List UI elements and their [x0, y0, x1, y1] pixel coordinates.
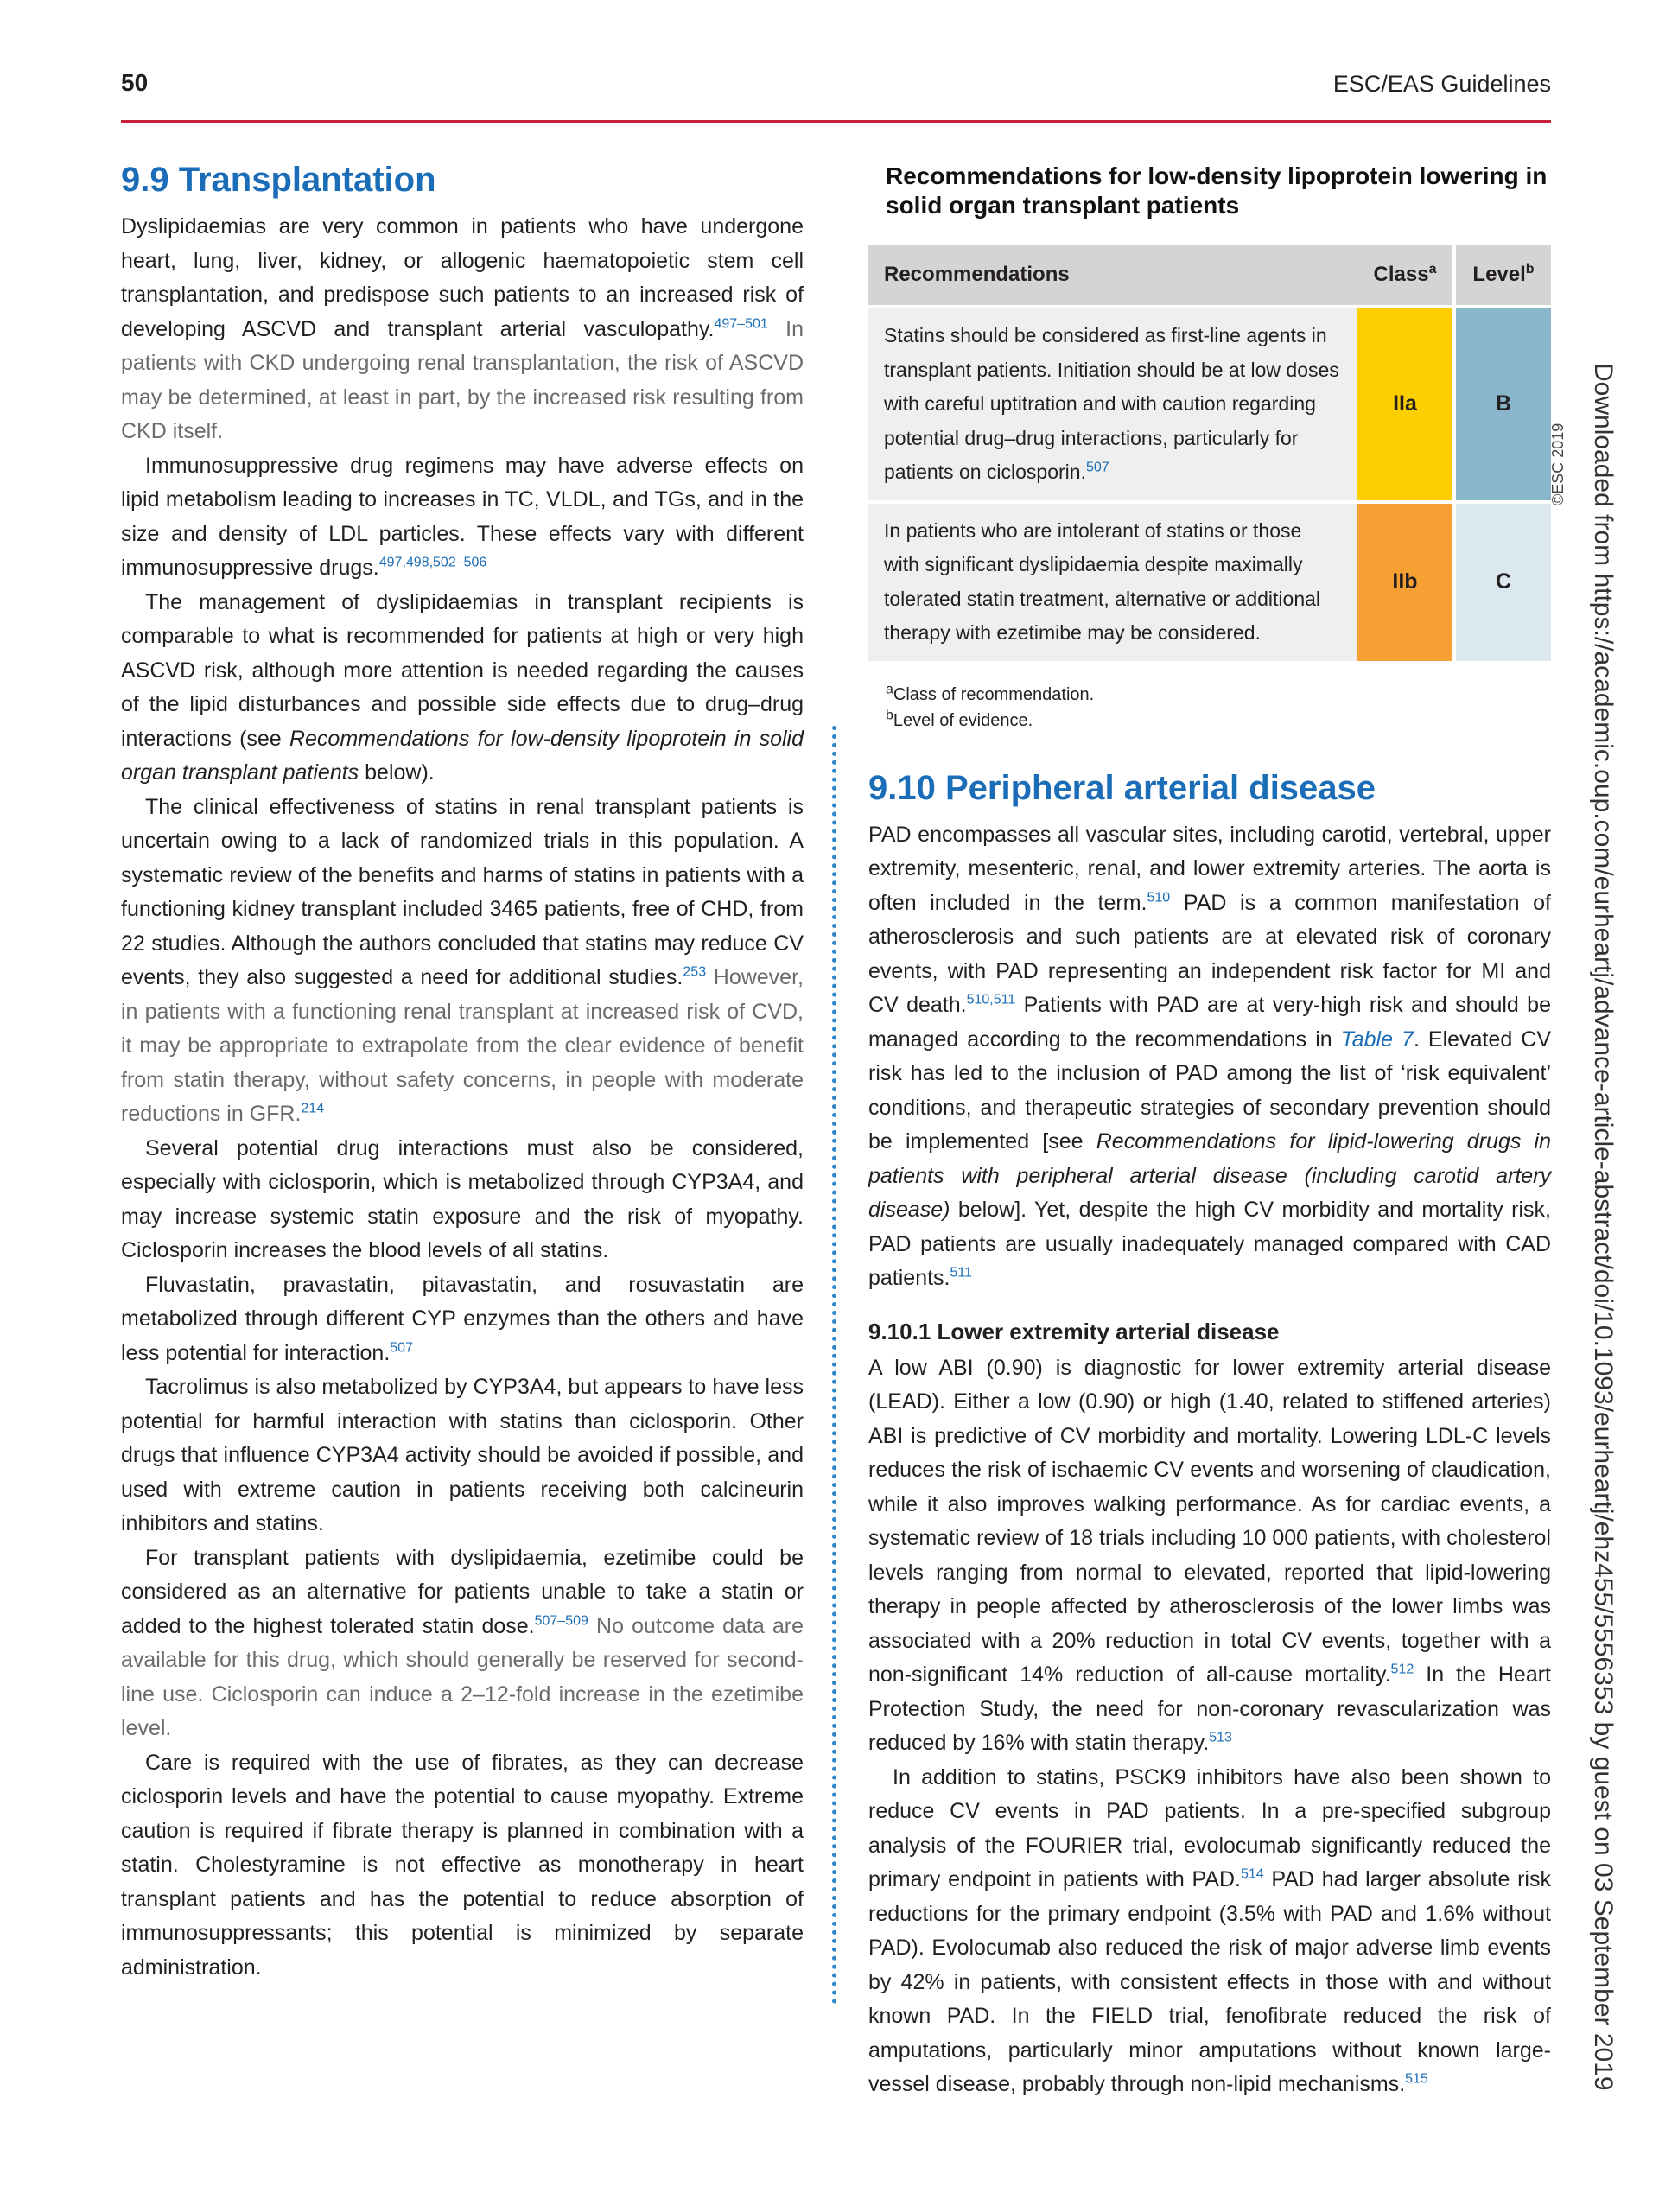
page-number: 50 — [121, 69, 149, 96]
table-link[interactable]: Table 7 — [1340, 1027, 1414, 1052]
text: Fluvastatin, pravastatin, pitavastatin, and rosuvastatin are metabolized through different CYP enzymes than the others and have less potential for interaction. — [121, 1272, 804, 1365]
paragraph — [121, 210, 804, 449]
paragraph: PAD encompasses all vascular sites, including carotid, vertebral, upper extremity, mesenteric, renal, and lower extremity arteries. The aorta is often included in the term.$^{510}$ PAD is a common manifestation of atherosclerosis and such patients are at elevated risk of coronary events, with PAD representing an independent risk factor for MI and CV death.$^{510,511}$ Patients with PAD are at very-high risk and should be managed according to the recommendations in Table 7. Elevated CV risk has led to the inclusion of PAD among the list of ‘risk equivalent’ conditions, and therapeutic strategies of secondary prevention should be implemented [see Recommendations for lipid-lowering drugs in patients with peripheral arterial disease (including carotid artery disease) below]. Yet, despite the high CV morbidity and mortality risk, PAD patients are usually inadequately managed compared with CAD patients.$^{511}$ — [868, 822, 1552, 1290]
text: The clinical effectiveness of statins in renal transplant patients is uncertain owing to a lack of randomized trials in this population. A systematic review of the benefits and harms of statins in patients with a functioning kidney transplant included 3465 patients, free of CHD, from 22 studies. Although the authors concluded that statins may reduce CV events, they also suggested a need for additional studies. — [121, 794, 804, 989]
citation-link[interactable]: 510,511 — [966, 992, 1016, 1007]
col-header-level: Level$^b$ — [1454, 245, 1551, 305]
text: Care is required with the use of fibrates, as they can decrease ciclosporin levels and have the potential to cause myopathy. Extreme caution is required if fibrate therapy is planned in combination with a statin. Cholestyramine is not effective as monotherapy in heart transplant patients and has the potential to reduce absorption of immunosuppressants; this potential is minimized by separate administration. — [121, 1750, 804, 1980]
recommendation-text: Statins should be considered as first-line agents in transplant patients. Initiation should be at low doses with careful uptitration and with caution regarding potential drug–drug interactions, particularly for patients on ciclosporin.$^{507}$ — [868, 308, 1357, 500]
citation-link[interactable]: 497,498,502–506 — [378, 555, 487, 570]
text: below). — [359, 760, 435, 785]
subsection-heading: 9.10.1 Lower extremity arterial disease — [868, 1318, 1280, 1344]
citation-link[interactable]: 512 — [1390, 1662, 1414, 1677]
column-divider — [832, 726, 836, 2005]
text: Several potential drug interactions must also be considered, especially with ciclosporin, which is metabolized through CYP3A4, and may increase systemic statin exposure and the risk of myopathy. Ciclosporin increases the blood levels of all statins. — [121, 1135, 804, 1262]
table-row — [868, 504, 1551, 661]
citation-link[interactable]: 253 — [683, 964, 707, 980]
paragraph — [121, 586, 804, 791]
citation-link[interactable]: 511 — [950, 1265, 973, 1281]
recommendation-text: In patients who are intolerant of statins or those with significant dyslipidaemia despite maximally tolerated statin treatment, alternative or additional therapy with ezetimibe may be considered. — [868, 504, 1357, 661]
text: Immunosuppressive drug regimens may have adverse effects on lipid metabolism leading to increases in TC, VLDL, and TGs, and in the size and density of LDL particles. These effects vary with different immunosuppressive drugs. — [121, 453, 804, 580]
citation-link[interactable]: 214 — [301, 1101, 325, 1116]
level-badge: B — [1454, 308, 1551, 500]
paragraph — [121, 1370, 804, 1541]
paragraph — [121, 1132, 804, 1268]
col-header-class: Class$^a$ — [1357, 245, 1454, 305]
paragraph — [121, 1746, 804, 1986]
running-header: ESC/EAS Guidelines — [1332, 71, 1551, 97]
paragraph — [121, 449, 804, 586]
text: No outcome data are available for this drug, which should generally be reserved for second-line use. Ciclosporin can induce a 2–12-fold increase in the ezetimibe level. — [121, 1613, 804, 1740]
class-badge: IIa — [1357, 308, 1454, 500]
text: Tacrolimus is also metabolized by CYP3A4, but appears to have less potential for harmful interaction with statins than ciclosporin. Other drugs that influence CYP3A4 activity should be avoided if possible, and used with extreme caution in patients receiving both calcineurin inhibitors and statins. — [121, 1375, 804, 1535]
citation-link[interactable]: 507 — [390, 1340, 413, 1356]
paragraph — [121, 791, 804, 1132]
right-column — [868, 160, 1551, 2102]
section-heading-pad: 9.10 Peripheral arterial disease — [868, 768, 1376, 807]
table-row — [868, 308, 1551, 500]
citation-link[interactable]: 507 — [1085, 460, 1109, 475]
col-header-recommendations: Recommendations — [868, 245, 1357, 305]
cross-reference: Recommendations for lipid-lowering drugs in patients with peripheral arterial disease (including carotid artery disease) — [868, 1129, 1551, 1222]
text: The management of dyslipidaemias in transplant recipients is comparable to what is recommended for patients at high or very high ASCVD risk, although more attention is needed regarding the causes of the lipid disturbances and possible side effects due to drug–drug interactions (see — [121, 589, 804, 751]
text: However, in patients with a functioning renal transplant at increased risk of CVD, it may be appropriate to extrapolate from the clear evidence of benefit from statin therapy, without safety concerns, in people with moderate reductions in GFR. — [121, 965, 804, 1126]
citation-link[interactable]: 513 — [1209, 1730, 1232, 1745]
class-badge: IIb — [1357, 504, 1454, 661]
table-footnotes — [886, 682, 1551, 734]
section-heading-transplantation: 9.9 Transplantation — [121, 161, 436, 199]
footnote: $^a$Class of recommendation. — [886, 681, 1095, 704]
citation-link[interactable]: 514 — [1240, 1866, 1264, 1882]
recommendation-table — [868, 245, 1551, 661]
paragraph: In addition to statins, PSCK9 inhibitors have also been shown to reduce CV events in PAD patients. In a pre-specified subgroup analysis of the FOURIER trial, evolocumab significantly reduced the primary endpoint in patients with PAD.$^{514}$ PAD had larger absolute risk reductions for the primary endpoint (3.5% with PAD and 1.6% without PAD). Evolocumab also reduced the risk of major adverse limb events by 42% in patients, with consistent effects in those with and without known PAD. In the FIELD trial, fenofibrate reduced the risk of amputations, particularly minor amputations without known large-vessel disease, probably through non-lipid mechanisms.$^{515}$ — [868, 1764, 1551, 2096]
level-badge: C — [1454, 504, 1551, 661]
esc-copyright-mark: ©ESC 2019 — [1549, 423, 1567, 505]
paragraph — [121, 1541, 804, 1746]
left-column — [121, 160, 804, 1985]
paragraph — [121, 1268, 804, 1371]
citation-link[interactable]: 497–501 — [714, 316, 768, 332]
recommendation-table-title: Recommendations for low-density lipoprotein lowering in solid organ transplant patients — [886, 162, 1548, 219]
text: For transplant patients with dyslipidaemia, ezetimibe could be considered as an alternative for patients unable to take a statin or added to the highest tolerated statin dose. — [121, 1545, 804, 1638]
paragraph: A low ABI (0.90) is diagnostic for lower extremity arterial disease (LEAD). Either a low (0.90) or high (1.40, related to stiffened arteries) ABI is predictive of CV morbidity and mortality. Lowering LDL-C levels reduces the risk of ischaemic CV events and worsening of claudication, while it also improves walking performance. As for cardiac events, a systematic review of 18 trials including 10 000 patients, with cholesterol levels ranging from normal to elevated, reported that lipid-lowering therapy in people affected by atherosclerosis of the lower limbs was associated with a 20% reduction in total CV events, together with a non-significant 14% reduction of all-cause mortality.$^{512}$ In the Heart Protection Study, the need for non-coronary revascularization was reduced by 16% with statin therapy.$^{513}$ — [868, 1355, 1551, 1755]
text: Dyslipidaemias are very common in patients who have undergone heart, lung, liver, kidney, or allogenic haematopoietic stem cell transplantation, and predispose such patients to an increased risk of developing ASCVD and transplant arterial vasculopathy. — [121, 214, 804, 341]
citation-link[interactable]: 507–509 — [534, 1613, 588, 1629]
cross-reference: Recommendations for low-density lipoprotein in solid organ transplant patients — [121, 726, 804, 785]
citation-link[interactable]: 510 — [1147, 890, 1171, 906]
footnote: $^b$Level of evidence. — [886, 707, 1033, 730]
citation-link[interactable]: 515 — [1405, 2071, 1428, 2087]
header-rule — [121, 120, 1551, 123]
text: In patients with CKD undergoing renal transplantation, the risk of ASCVD may be determined, at least in part, by the increased risk resulting from CKD itself. — [121, 316, 804, 443]
download-watermark: Downloaded from https://academic.oup.com/eurheartj/advance-article-abstract/doi/10.1093/eurheartj/ehz455/5556353 by guest on 03 September 2019 — [1589, 363, 1618, 2091]
